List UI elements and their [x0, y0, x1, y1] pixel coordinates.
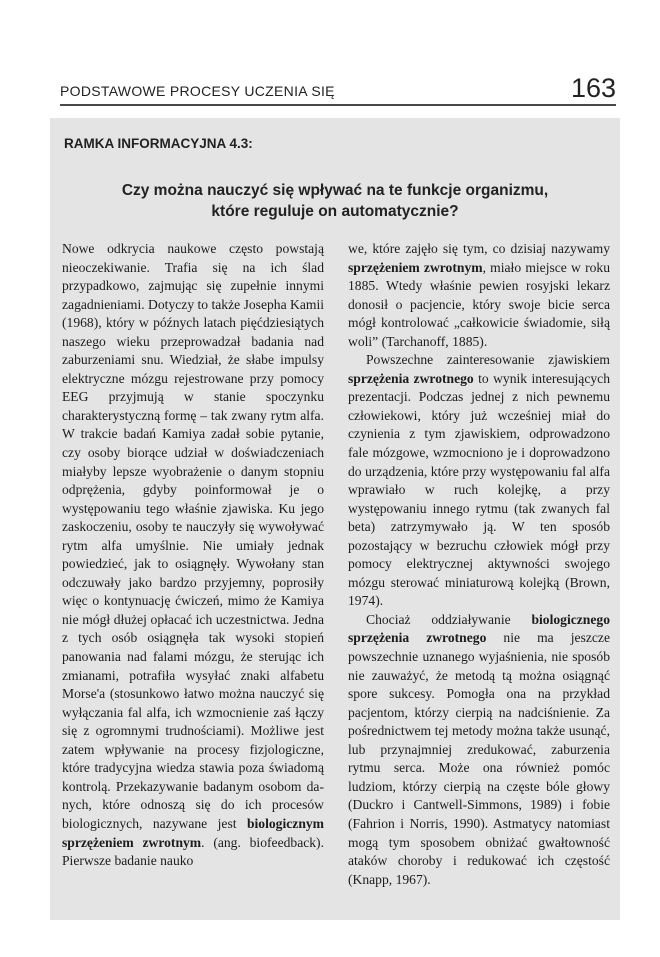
- right-column: [348, 240, 610, 889]
- paragraph: [348, 611, 610, 889]
- bold-term: sprzężenia zwrotnego: [348, 370, 474, 386]
- text-run: Powszechne zainteresowanie zjawiskiem: [366, 352, 610, 368]
- paragraph: [348, 240, 610, 351]
- info-box-label: RAMKA INFORMACYJNA 4.3:: [64, 136, 253, 151]
- text-run: Chociaż oddziaływanie: [366, 611, 532, 627]
- text-run: . (ang. biofeedback). Pierwsze badanie nauko: [62, 834, 324, 869]
- text-run: , miało miejsce w roku 1885. Wtedy właśnie pewien rosyjski lekarz donosił o pacjencie, który swoje bicie serca mógł kontrolować „całkowicie świadomie, siłą woli” (Tarchanoff, 1885).: [348, 259, 610, 349]
- bold-term: biologicznym sprzężeniem zwrotnym: [62, 815, 324, 850]
- info-box: [50, 118, 620, 920]
- text-run: nie ma jeszcze powszechnie uznanego wyjaśnienia, nie sposób nie zauważyć, że metodą tą można osiągnąć spore sukcesy. Pomogła ona na przykład pacjentom, którzy cierpią na nadciśnienie. Za pośrednictwem tej metody można także usunąć, lub przynajmniej zredukować, zaburzenia rytmu serca. Może ona również pomóc ludziom, którzy cierpią na częste bóle głowy (Duckro i Cantwell-Simmons, 1989) i fobie (Fahrion i Norris, 1990). Astmatycy natomiast mogą tym sposobem obniżać gwałtowność ataków choroby i redukować ich częstość (Knapp, 1967).: [348, 630, 610, 887]
- bold-term: biologicznego sprzężenia zwrotnego: [348, 611, 610, 646]
- page-number: 163: [570, 73, 616, 103]
- heading-line-2: które reguluje on automatycznie?: [211, 203, 459, 220]
- info-box-heading: [90, 180, 580, 222]
- running-head: [60, 72, 616, 106]
- text-run: we, które zajęło się tym, co dzisiaj nazywamy: [348, 241, 610, 256]
- text-run: to wynik interesujących prezentacji. Podczas jednej z nich pewnemu człowiekowi, który już wcześniej miał do czynienia z tym zjawiskiem, odprowadzono fale mózgowe, wzmocniono je i doprowadzono do urządzenia, które przy występowaniu fal alfa wprawiało w ruch kolejkę, a przy występowaniu innego rytmu (tak zwanych fal beta) zatrzymywało ją. W ten sposób pozostający w bezruchu człowiek mógł przy pomocy elektrycznej aktywności swojego mózgu sterować miniaturową kolejką (Brown, 1974).: [348, 370, 610, 609]
- paragraph: [62, 240, 324, 871]
- text-run: Nowe odkrycia naukowe często powstają nieoczekiwanie. Trafia się na ich ślad przypadkowo, zajmując się zupełnie innymi zagadnieniami. Dotyczy to także Josepha Kamii (1968), który w późnych latach pięćdziesiątych naszego wieku przeprowadzał badania nad zaburzeniami snu. Wiedział, że słabe impulsy elektryczne mózgu rejestrowane przy pomocy EEG przyjmują w stanie spoczynku charakterystyczną formę – tak zwany rytm alfa. W trakcie badań Kamiya zadał sobie pytanie, czy osoby biorące udział w doświadczeniach miałyby lepsze wyobrażenie o danym stopniu odprężenia, gdyby poinformował je o występowaniu tego właśnie zjawiska. Ku jego zaskoczeniu, osoby te nauczyły się wywoływać rytm alfa umyślnie. Nie umiały jednak powiedzieć, jak to osiągnęły. Wywołany stan odczuwały jako bardzo przyjemny, poprosiły więc o kontynuację ćwiczeń, mimo że Kamiya nie mógł dłużej opłacać ich uczestnictwa. Jedna z tych osób osiągnęła tak wysoki stopień panowania nad falami mózgu, że sterując ich zmianami, potrafiła wysyłać znaki alfabetu Morse'a (stosunkowo łatwo można nauczyć się wyłączania fal alfa, ich wzmocnienie zaś łączy się z ogromnymi trudnościami). Możliwe jest zatem wpływanie na procesy fizjologiczne, które tradycyjna wiedza stawia poza świadomą kontrolą. Przekazywanie badanym osobom danych, które odnoszą się do ich procesów biologicznych, nazywane jest: [62, 241, 324, 831]
- bold-term: sprzężeniem zwrotnym: [348, 259, 483, 275]
- left-column: [62, 240, 324, 871]
- heading-line-1: Czy można nauczyć się wpływać na te funkcje organizmu,: [121, 182, 549, 199]
- paragraph: [348, 351, 610, 611]
- running-title: PODSTAWOWE PROCESY UCZENIA SIĘ: [60, 83, 335, 99]
